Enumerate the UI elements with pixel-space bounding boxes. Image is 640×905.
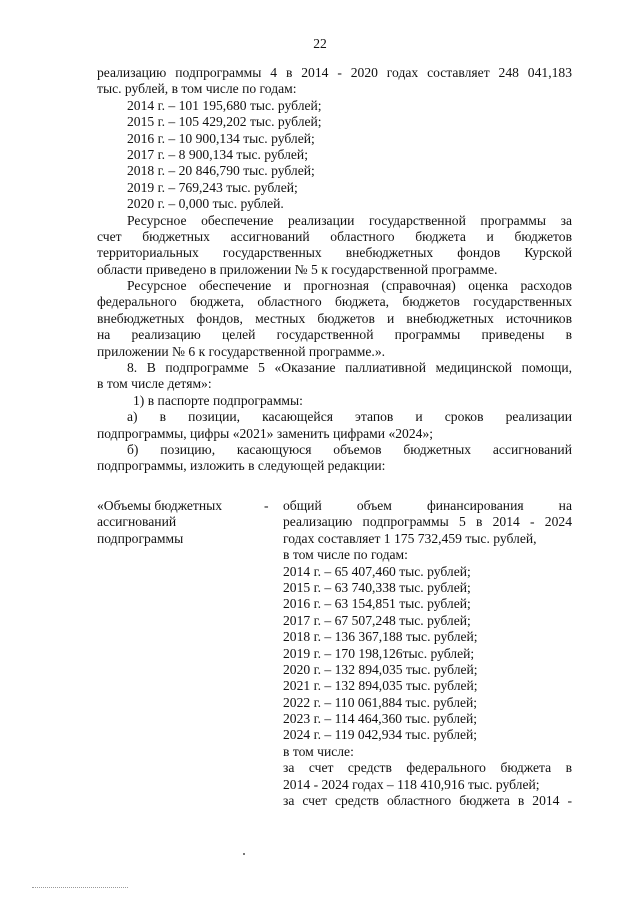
scan-artifact xyxy=(32,885,128,888)
text-line: реализацию подпрограммы 4 в 2014 - 2020 годах составляет 248 041,183 xyxy=(97,65,572,80)
table-value-column xyxy=(283,498,572,809)
text-line: 2020 г. – 132 894,035 тыс. рублей; xyxy=(283,661,478,677)
text-line: 2015 г. – 105 429,202 тыс. рублей; xyxy=(127,114,322,130)
text-line: 2021 г. – 132 894,035 тыс. рублей; xyxy=(283,678,478,694)
text-line: 2017 г. – 67 507,248 тыс. рублей; xyxy=(283,612,471,628)
text-line: Ресурсное обеспечение реализации государственной программы за xyxy=(127,212,572,228)
text-line: подпрограммы xyxy=(97,530,184,546)
table-dash: - xyxy=(264,498,269,513)
text-line: Ресурсное обеспечение и прогнозная (справочная) оценка расходов xyxy=(127,278,572,294)
text-line: 2018 г. – 20 846,790 тыс. рублей; xyxy=(127,163,315,179)
text-line: 2024 г. – 119 042,934 тыс. рублей; xyxy=(283,727,478,743)
page-number: 22 xyxy=(313,36,327,51)
text-line: в том числе по годам: xyxy=(283,547,408,563)
text-line: 1) в паспорте подпрограммы: xyxy=(133,392,303,408)
text-line: 2014 г. – 101 195,680 тыс. рублей; xyxy=(127,97,322,113)
text-line: б) позицию, касающуюся объемов бюджетных ассигнований xyxy=(127,441,572,457)
text-line: счет бюджетных ассигнований областного бюджета и бюджетов xyxy=(97,228,572,244)
text-line: подпрограммы, цифры «2021» заменить цифрами «2024»; xyxy=(97,425,434,441)
text-line: «Объемы бюджетных xyxy=(97,498,223,513)
text-line: 2015 г. – 63 740,338 тыс. рублей; xyxy=(283,579,471,595)
text-line: области приведено в приложении № 5 к государственной программе. xyxy=(97,261,498,277)
text-line: 2022 г. – 110 061,884 тыс. рублей; xyxy=(283,694,478,710)
text-line: 8. В подпрограмме 5 «Оказание паллиативной медицинской помощи, xyxy=(127,360,572,376)
text-line: 2018 г. – 136 367,188 тыс. рублей; xyxy=(283,629,478,645)
text-line: за счет средств федерального бюджета в xyxy=(283,760,572,776)
text-line: 2014 - 2024 годах – 118 410,916 тыс. рублей; xyxy=(283,776,540,792)
text-line: ассигнований xyxy=(97,514,177,530)
text-line: за счет средств областного бюджета в 2014 - xyxy=(283,793,572,809)
text-line: территориальных государственных внебюджетных фондов Курской xyxy=(97,245,572,261)
text-line: внебюджетных фондов, местных бюджетов и внебюджетных источников xyxy=(97,310,572,326)
text-line: а) в позиции, касающейся этапов и сроков реализации xyxy=(127,409,572,425)
text-line: реализацию подпрограммы 5 в 2014 - 2024 xyxy=(283,514,572,530)
text-line: в том числе детям»: xyxy=(97,376,212,392)
body-text xyxy=(97,65,572,475)
text-line: годах составляет 1 175 732,459 тыс. рублей, xyxy=(283,530,537,546)
text-line: общий объем финансирования на xyxy=(283,498,572,513)
text-line: тыс. рублей, в том числе по годам: xyxy=(97,81,297,97)
text-line: федерального бюджета, областного бюджета, бюджетов государственных xyxy=(97,294,572,310)
scan-dot xyxy=(243,853,245,855)
text-line: 2019 г. – 769,243 тыс. рублей; xyxy=(127,179,298,195)
text-line: 2016 г. – 10 900,134 тыс. рублей; xyxy=(127,130,315,146)
text-line: 2023 г. – 114 464,360 тыс. рублей; xyxy=(283,711,478,727)
text-line: на реализацию целей государственной программы приведены в xyxy=(97,327,572,343)
text-line: приложении № 6 к государственной программе.». xyxy=(97,343,386,359)
text-line: в том числе: xyxy=(283,743,354,759)
table-label-column xyxy=(97,498,257,547)
text-line: 2020 г. – 0,000 тыс. рублей. xyxy=(127,196,284,212)
text-line: 2017 г. – 8 900,134 тыс. рублей; xyxy=(127,146,308,162)
text-line: подпрограммы, изложить в следующей редакции: xyxy=(97,458,386,474)
text-line: 2016 г. – 63 154,851 тыс. рублей; xyxy=(283,596,471,612)
text-line: 2014 г. – 65 407,460 тыс. рублей; xyxy=(283,563,471,579)
text-line: 2019 г. – 170 198,126тыс. рублей; xyxy=(283,645,475,661)
